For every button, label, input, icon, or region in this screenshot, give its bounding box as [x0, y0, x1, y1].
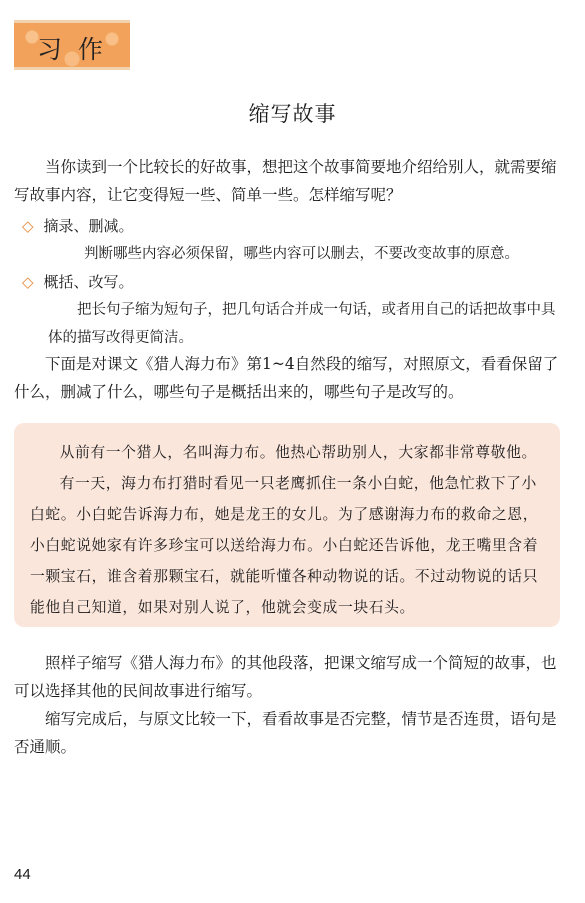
example-paragraph-2: 有一天，海力布打猎时看见一只老鹰抓住一条小白蛇，他急忙救下了小白蛇。小白蛇告诉海力布，她是龙王的女儿。为了感谢海力布的救命之恩，小白蛇说她家有许多珍宝可以送给海力布。小白蛇还告诉他，龙王嘴里含着一颗宝石，谁含着那颗宝石，就能听懂各种动物说的话。不过动物说的话只能他自己知道，如果对别人说了，他就会变成一块石头。: [30, 475, 539, 616]
diamond-bullet-icon: ◇: [22, 273, 34, 291]
page-title: 缩写故事: [248, 102, 337, 126]
method-1-heading: 摘录、删减。: [43, 217, 134, 235]
example-intro-paragraph: 下面是对课文《猎人海力布》第1~4自然段的缩写，对照原文，看看保留了什么，删减了什么，哪些句子是概括出来的，哪些句子是改写的。: [14, 355, 559, 401]
task-paragraph-2: 缩写完成后，与原文比较一下，看看故事是否完整，情节是否连贯，语句是否通顺。: [14, 710, 557, 756]
intro-paragraph: 当你读到一个比较长的好故事，想把这个故事简要地介绍给别人，就需要缩写故事内容，让它变得短一些、简单一些。怎样缩写呢？: [14, 158, 557, 204]
page-number: 44: [14, 866, 31, 883]
method-1-heading-row: [22, 212, 134, 240]
method-1-detail: 判断哪些内容必须保留，哪些内容可以删去，不要改变故事的原意。: [84, 246, 519, 262]
example-box: [14, 423, 560, 627]
task-paragraph-1: 照样子缩写《猎人海力布》的其他段落，把课文缩写成一个简短的故事，也可以选择其他的民间故事进行缩写。: [14, 654, 557, 700]
method-2-detail: 把长句子缩为短句子，把几句话合并成一句话，或者用自己的话把故事中具体的描写改得更简洁。: [48, 302, 556, 346]
method-2-heading: 概括、改写。: [43, 273, 134, 291]
diamond-bullet-icon: ◇: [22, 217, 34, 235]
section-label: 习作: [36, 35, 119, 64]
section-label-box: [14, 20, 130, 70]
example-paragraph-1: 从前有一个猎人，名叫海力布。他热心帮助别人，大家都非常尊敬他。: [59, 444, 537, 461]
method-2-heading-row: [22, 268, 134, 296]
